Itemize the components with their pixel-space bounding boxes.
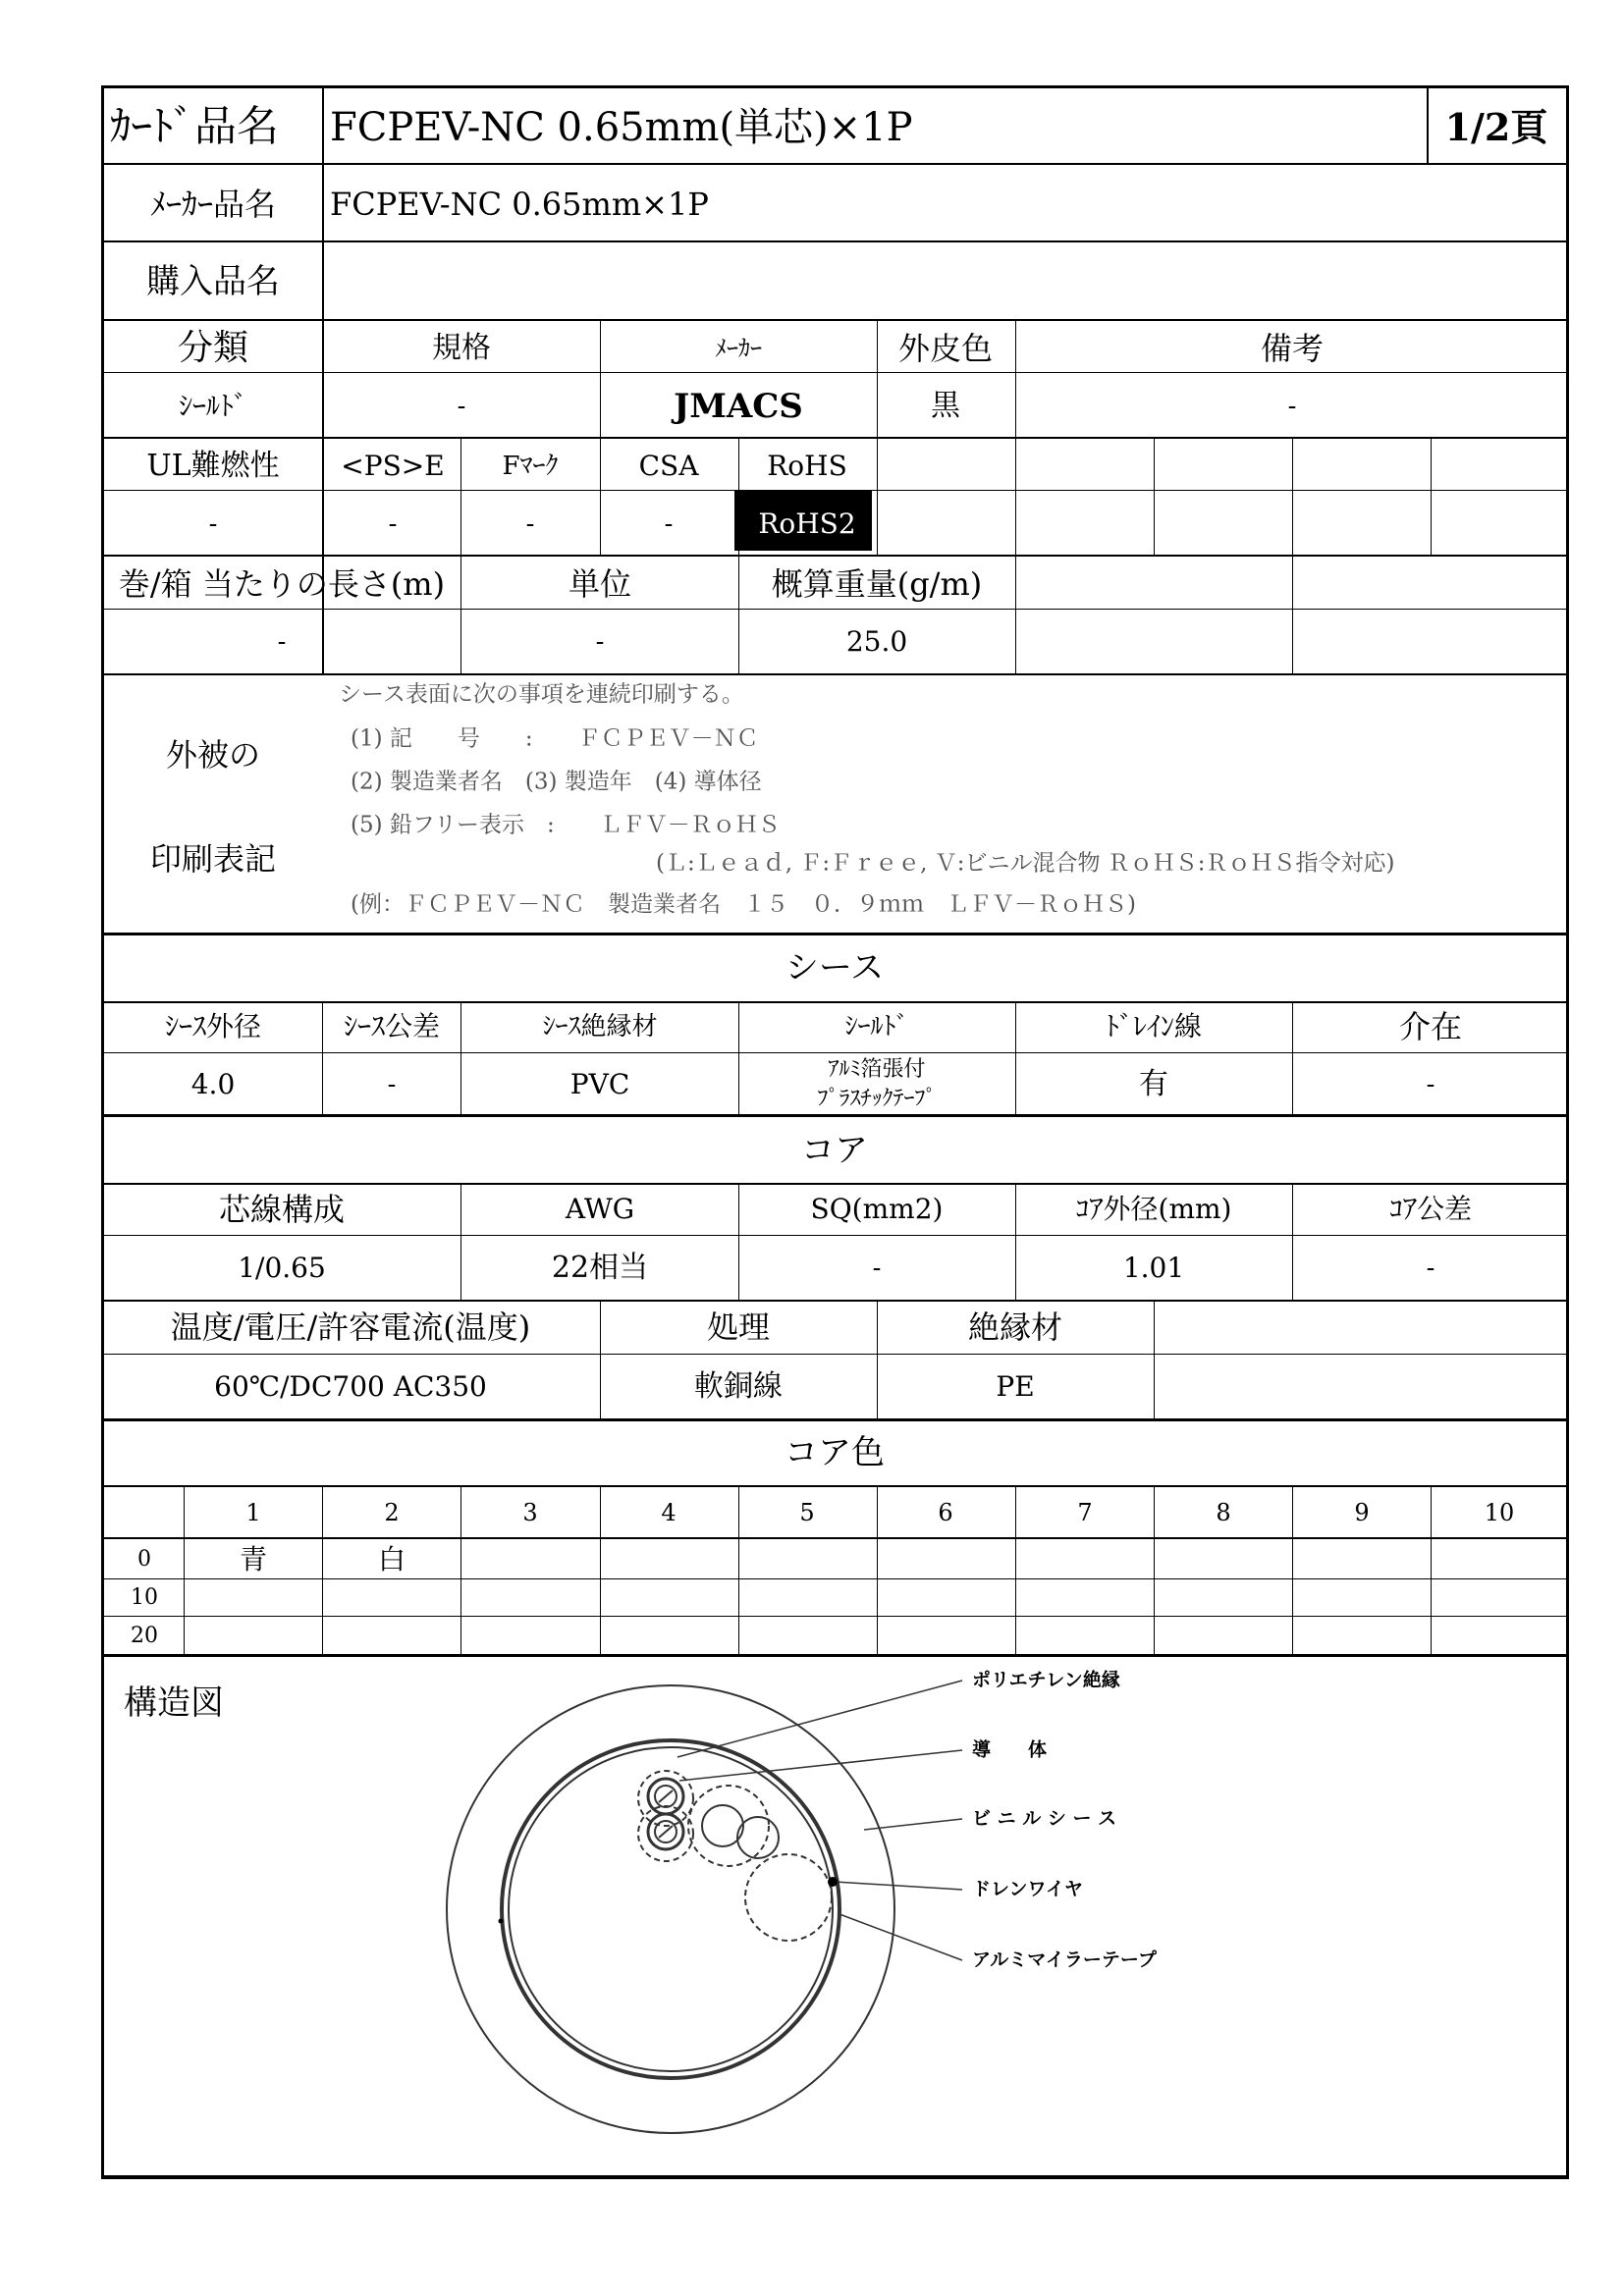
sheath-tolerance-value: - — [387, 1070, 397, 1099]
core-color-col-header: 9 — [1354, 1499, 1370, 1526]
core-color-col-header: 8 — [1216, 1499, 1231, 1526]
pse-value: - — [388, 509, 398, 539]
f-mark-header: Fﾏｰｸ — [502, 452, 559, 481]
remarks-header: 備考 — [1260, 330, 1325, 367]
drain-wire-header: ﾄﾞﾚｲﾝ線 — [1105, 1010, 1203, 1042]
printing-line: (2) 製造業者名 (3) 製造年 (4) 導体径 — [351, 769, 762, 795]
printing-label-line2: 印刷表記 — [149, 840, 277, 878]
insulation-value: PE — [996, 1370, 1035, 1403]
printing-line: (1) 記 号 : ＦＣＰＥＶ－ＮＣ — [351, 725, 759, 752]
rating-header: 温度/電圧/許容電流(温度) — [170, 1308, 531, 1346]
core-od-value: 1.01 — [1122, 1252, 1185, 1284]
core-color-title: コア色 — [785, 1433, 885, 1472]
label-conductor: 導 体 — [972, 1738, 1048, 1761]
maker-value: JMACS — [674, 387, 803, 426]
treatment-header: 処理 — [706, 1308, 771, 1346]
sheath-od-header: ｼｰｽ外径 — [164, 1010, 262, 1042]
filler-header: 介在 — [1398, 1008, 1463, 1045]
ul-header: UL難燃性 — [146, 449, 280, 483]
core-color-row-label: 0 — [137, 1547, 151, 1572]
card-name-value: FCPEV-NC 0.65mm(単芯)×1P — [330, 105, 913, 150]
shield-value-line1: ｱﾙﾐ箔張付 — [828, 1057, 926, 1082]
rohs-value: RoHS2 — [758, 507, 856, 540]
core-color-col-header: 2 — [384, 1499, 400, 1526]
sheath-title: シース — [785, 948, 885, 988]
jacket-color-header: 外皮色 — [897, 330, 994, 367]
filler-circle — [737, 1817, 779, 1858]
sheath-insulation-header: ｼｰｽ絶縁材 — [542, 1012, 658, 1041]
purchase-name-label: 購入品名 — [146, 262, 280, 301]
standard-value: - — [457, 392, 466, 421]
treatment-value: 軟銅線 — [694, 1369, 783, 1404]
csa-header: CSA — [638, 450, 699, 482]
awg-value: 22相当 — [551, 1251, 649, 1285]
maker-header: ﾒｰｶｰ — [715, 335, 762, 362]
approx-weight-value: 25.0 — [845, 625, 908, 658]
printing-line: シース表面に次の事項を連続印刷する。 — [339, 681, 744, 708]
core-color-col-header: 10 — [1484, 1499, 1515, 1526]
core-color-cell: 青 — [239, 1543, 268, 1575]
core-color-col-header: 7 — [1077, 1499, 1093, 1526]
csa-value: - — [664, 509, 674, 539]
core-color-cell: 白 — [377, 1543, 406, 1575]
core-od-header: ｺｱ外径(mm) — [1075, 1193, 1232, 1225]
drain-wire-dot — [828, 1877, 838, 1887]
classification-value: ｼｰﾙﾄﾞ — [178, 390, 248, 422]
sheath-tolerance-header: ｼｰｽ公差 — [343, 1010, 441, 1042]
label-drain-wire: ドレンワイヤ — [972, 1878, 1083, 1900]
shield-header: ｼｰﾙﾄﾞ — [844, 1012, 909, 1041]
sq-value: - — [872, 1254, 882, 1283]
classification-header: 分類 — [177, 328, 249, 368]
label-vinyl-sheath: ビ ニ ル シ ー ス — [972, 1807, 1117, 1830]
length-per-reel-value: - — [277, 627, 287, 657]
sq-header: SQ(mm2) — [810, 1193, 944, 1225]
length-per-reel-header: 巻/箱 当たりの長さ(m) — [118, 565, 446, 603]
shield-value-line2: ﾌﾟﾗｽﾁｯｸﾃｰﾌﾟ — [817, 1087, 937, 1111]
structure-title: 構造図 — [124, 1683, 224, 1723]
approx-weight-header: 概算重量(g/m) — [771, 565, 983, 603]
core-title: コア — [801, 1131, 868, 1170]
printing-label-line1: 外被の — [165, 736, 261, 774]
unit-header: 単位 — [568, 565, 632, 603]
vinyl-sheath-outer — [447, 1685, 894, 2133]
sheath-od-value: 4.0 — [190, 1068, 236, 1100]
core-color-row-label: 10 — [131, 1585, 158, 1610]
core-color-col-header: 4 — [661, 1499, 677, 1526]
drain-wire-value: 有 — [1139, 1067, 1168, 1101]
core-color-col-header: 5 — [799, 1499, 815, 1526]
filler-value: - — [1426, 1070, 1435, 1099]
conductor-construction-value: 1/0.65 — [238, 1252, 326, 1284]
f-mark-value: - — [525, 509, 535, 539]
page-number: 1/2頁 — [1444, 105, 1548, 149]
core-tolerance-value: - — [1426, 1254, 1435, 1283]
core-color-col-header: 1 — [245, 1499, 261, 1526]
pse-header: <PS>E — [341, 450, 445, 482]
core-color-col-header: 6 — [938, 1499, 953, 1526]
standard-header: 規格 — [432, 331, 491, 365]
label-aluminum-mylar-tape: アルミマイラーテープ — [972, 1949, 1157, 1971]
printing-line: (5) 鉛フリー表示 : ＬＦＶ－ＲｏＨＳ — [351, 812, 781, 838]
ul-value: - — [208, 509, 218, 539]
printing-line: (Ｌ:Ｌｅａｄ, Ｆ:Ｆｒｅｅ, Ｖ:ビニル混合物 ＲｏＨＳ:ＲｏＨＳ指令対応) — [656, 850, 1395, 877]
printing-line: (例：ＦＣＰＥＶ－ＮＣ 製造業者名 １５ ０．９ｍｍ ＬＦＶ－ＲｏＨＳ) — [351, 891, 1136, 918]
core-color-col-header: 3 — [522, 1499, 538, 1526]
core-tolerance-header: ｺｱ公差 — [1388, 1193, 1473, 1225]
jacket-color-value: 黒 — [931, 389, 960, 423]
aluminum-tape-inner — [509, 1747, 833, 2071]
remarks-value: - — [1287, 392, 1297, 421]
maker-name-label: ﾒｰｶｰ品名 — [149, 186, 277, 223]
rating-value: 60℃/DC700 AC350 — [214, 1370, 487, 1403]
core-color-row-label: 20 — [131, 1624, 158, 1648]
conductor-construction-header: 芯線構成 — [218, 1191, 346, 1228]
maker-name-value: FCPEV-NC 0.65mm×1P — [330, 186, 709, 223]
rohs-header: RoHS — [767, 450, 847, 482]
awg-header: AWG — [565, 1193, 635, 1225]
sheath-insulation-value: PVC — [569, 1068, 630, 1100]
filler-dashed — [688, 1786, 769, 1866]
card-name-label: ｶｰﾄﾞ品名 — [110, 102, 279, 152]
unit-value: - — [595, 627, 605, 657]
insulation-header: 絶縁材 — [967, 1308, 1063, 1346]
label-polyethylene-insulation: ポリエチレン絶縁 — [972, 1669, 1120, 1691]
filler-dashed — [745, 1854, 832, 1941]
